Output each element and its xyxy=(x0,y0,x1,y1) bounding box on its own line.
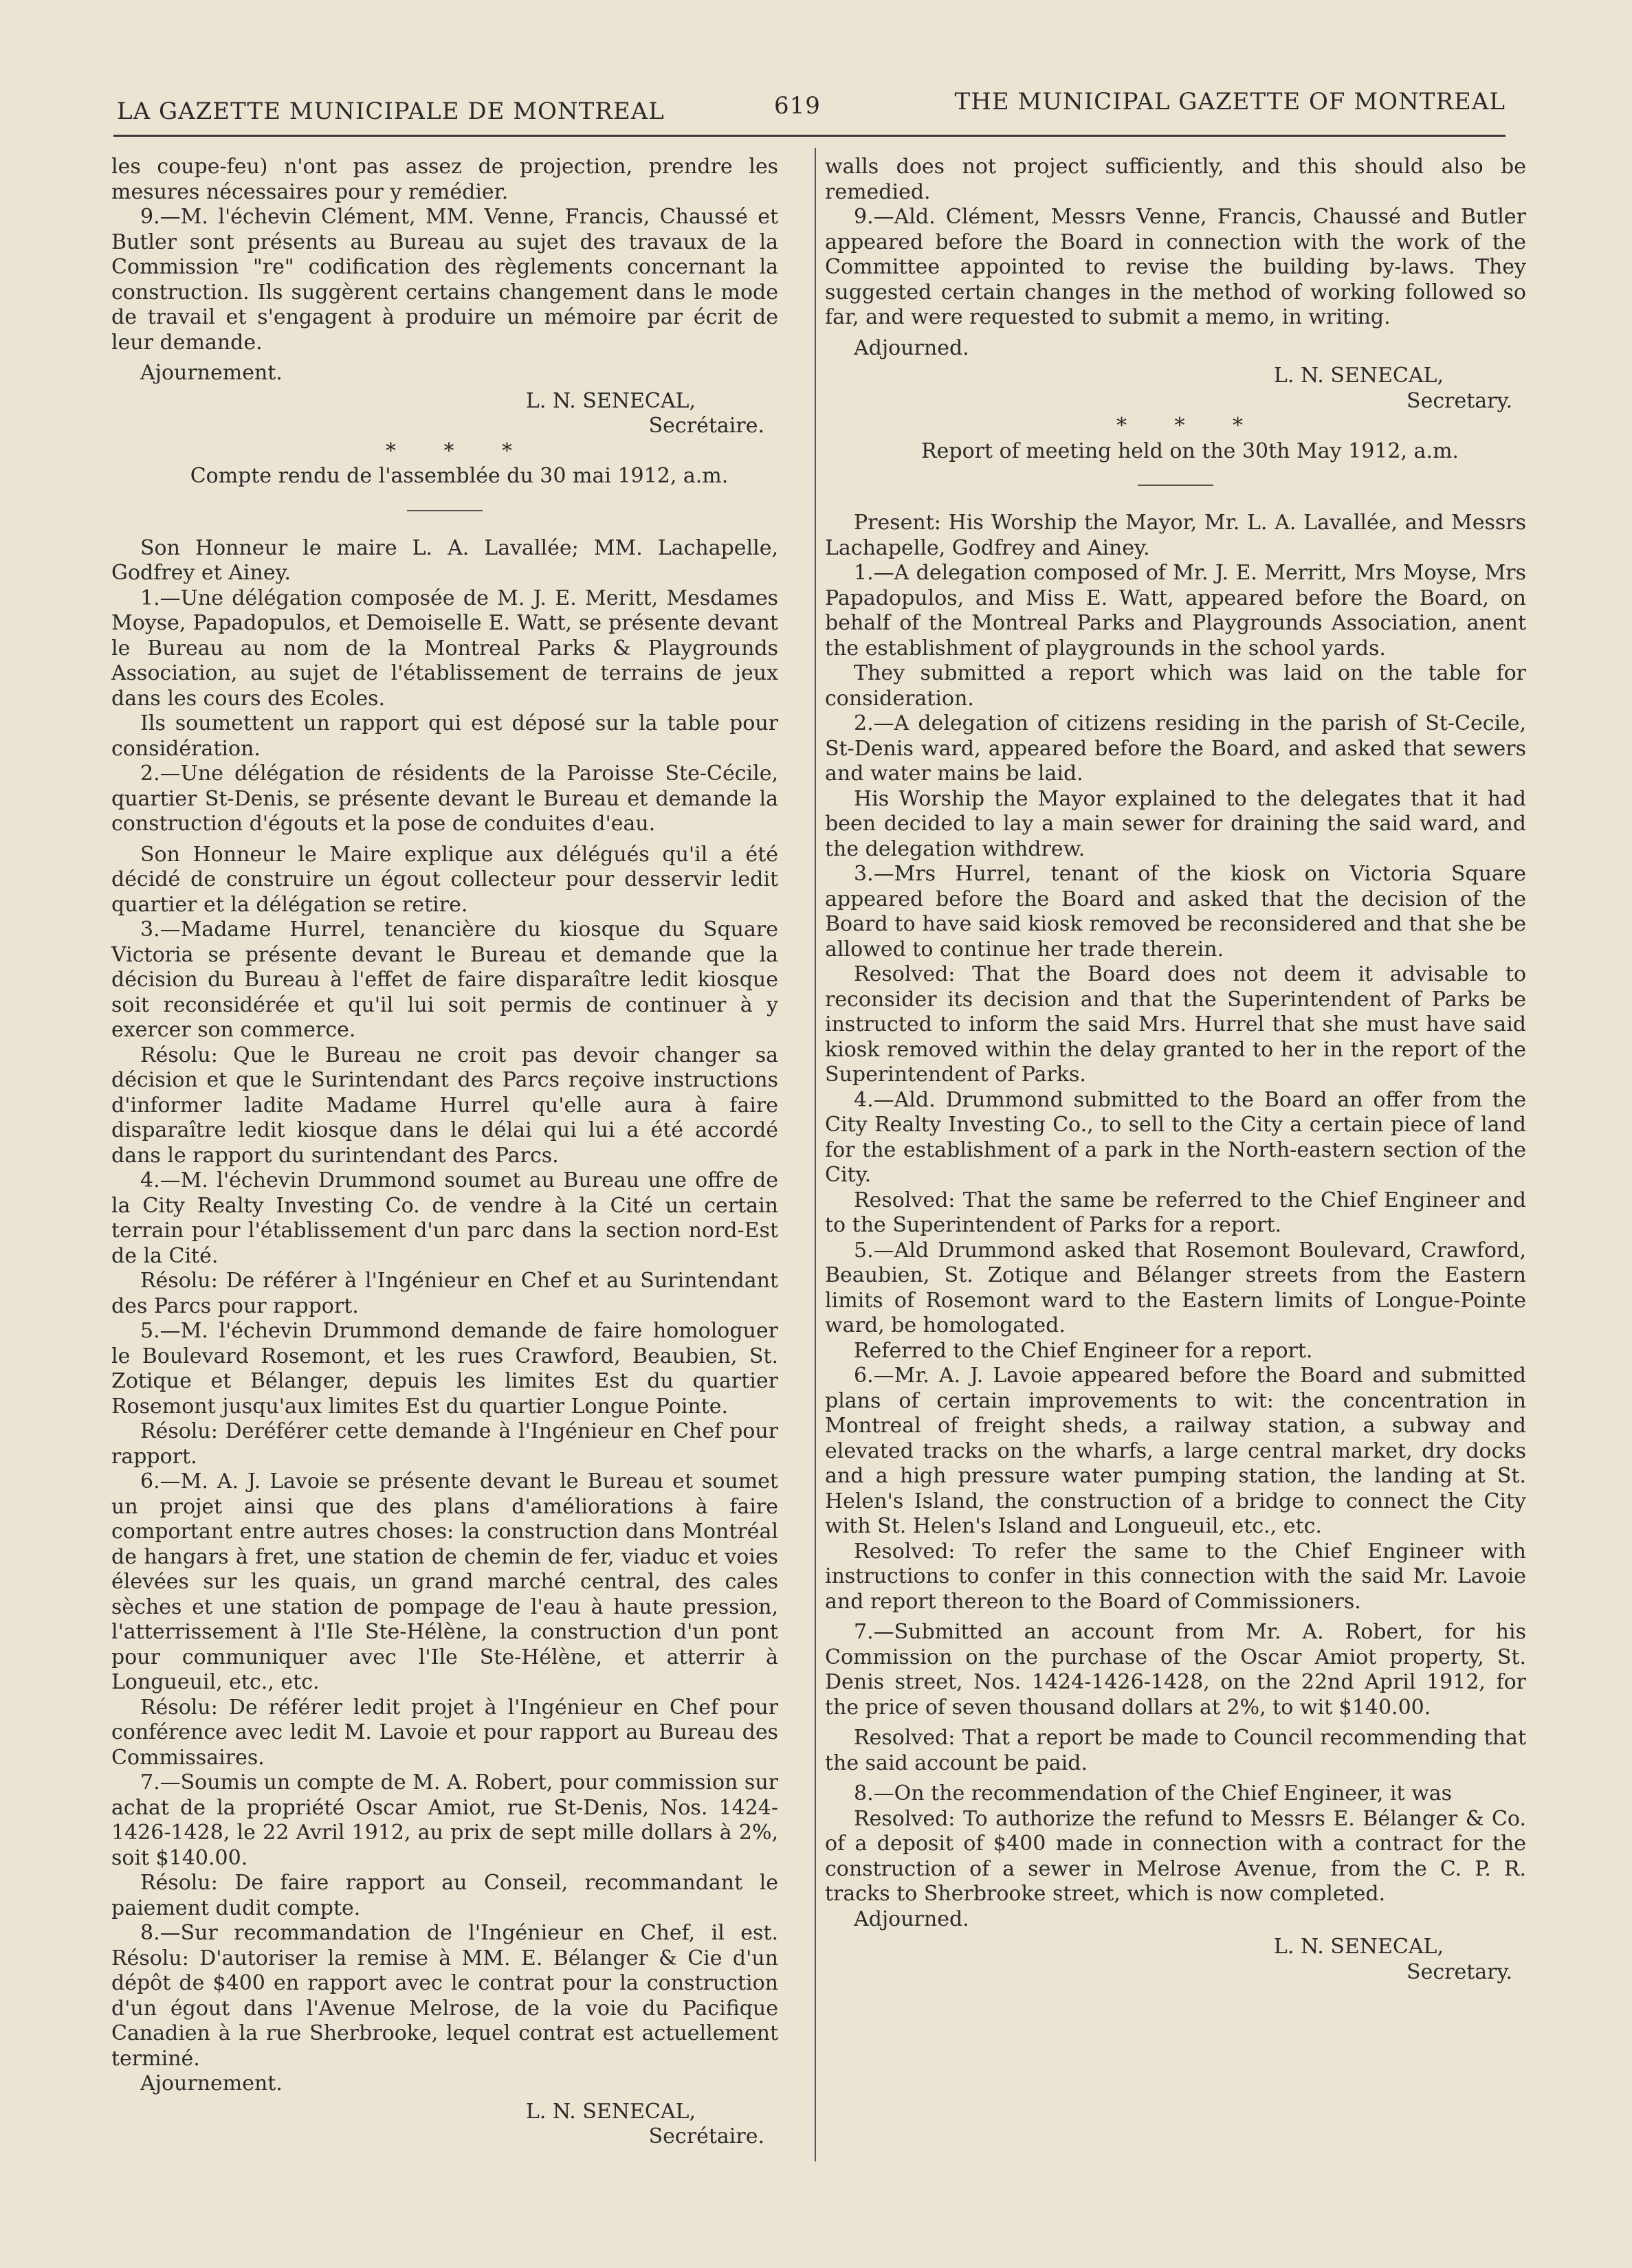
fr-signature-2 xyxy=(111,2100,778,2150)
header-french-title: LA GAZETTE MUNICIPALE DE MONTREAL xyxy=(117,98,665,125)
fr-item-3: 3.—Madame Hurrel, tenancière du kiosque du Square Victoria se présente devant le Bureau et demande que la décision du Bureau à l'effet de faire disparaître ledit kiosque soit reconsidérée et qu'il lui soit permis de continuer à y exercer son commerce. xyxy=(111,918,778,1042)
en-adjourn-2: Adjourned. xyxy=(854,1906,969,1931)
fr-item-2: 2.—Une délégation de résidents de la Paroisse Ste-Cécile, quartier St-Denis, se présente devant le Bureau et demande la construction d'égouts et la pose de conduites d'eau. xyxy=(111,761,778,836)
fr-signature-1 xyxy=(111,389,778,439)
french-column xyxy=(111,155,778,2150)
en-item-7: 7.—Submitted an account from Mr. A. Robert, for his Commission on the purchase of the Oscar Amiot property, St. Denis street, Nos. 1424-1426-1428, on the 22nd April 1912, for the price of seven thousand dollars at 2%, to wit $140.00. xyxy=(825,1620,1526,1720)
fr-item-3b: Résolu: Que le Bureau ne croit pas devoir changer sa décision et que le Surintendant des Parcs reçoive instructions d'informer ladite Madame Hurrel qu'elle aura à faire disparaître ledit kiosque dans le délai qui lui a été accordé dans le rapport du surintendant des Parcs. xyxy=(111,1043,778,1168)
fr-sig2-role: Secrétaire. xyxy=(648,2124,764,2148)
en-item-6b: Resolved: To refer the same to the Chief Engineer with instructions to confer in this connection with the said Mr. Lavoie and report thereon to the Board of Commissioners. xyxy=(825,1539,1526,1614)
fr-sig1-role: Secrétaire. xyxy=(648,414,764,438)
fr-item-1b: Ils soumettent un rapport qui est déposé sur la table pour considération. xyxy=(111,711,778,761)
fr-item-2b: Son Honneur le Maire explique aux délégués qu'il a été décidé de construire un égout collecteur pour desservir ledit quartier et la délégation se retire. xyxy=(111,842,778,917)
header-rule xyxy=(113,135,1506,137)
fr-sig2-name: L. N. SENECAL, xyxy=(525,2099,696,2124)
en-item-3b: Resolved: That the Board does not deem it advisable to reconsider its decision and that the Superintendent of Parks be instructed to inform the said Mrs. Hurrel that she must have said kiosk removed within the delay granted to her in the report of the Superintendent of Parks. xyxy=(825,962,1526,1087)
fr-item-4b: Résolu: De référer à l'Ingénieur en Chef et au Surintendant des Parcs pour rapport. xyxy=(111,1269,778,1318)
en-item-7b: Resolved: That a report be made to Council recommending that the said account be paid. xyxy=(825,1726,1526,1775)
fr-report-title: Compte rendu de l'assemblée du 30 mai 1912, a.m. xyxy=(190,464,729,488)
en-item-1b: They submitted a report which was laid on the table for consideration. xyxy=(825,661,1526,711)
en-item-3: 3.—Mrs Hurrel, tenant of the kiosk on Victoria Square appeared before the Board and asked that the decision of the Board to have said kiosk removed be reconsidered and that she be allowed to continue her trade therein. xyxy=(825,862,1526,961)
en-report-title: Report of meeting held on the 30th May 1912, a.m. xyxy=(921,438,1459,463)
en-item-4b: Resolved: That the same be referred to the Chief Engineer and to the Superintendent of Parks for a report. xyxy=(825,1188,1526,1237)
en-sig1-role: Secretary. xyxy=(1407,388,1512,413)
en-present: Present: His Worship the Mayor, Mr. L. A. Lavallée, and Messrs Lachapelle, Godfrey and Ainey. xyxy=(825,511,1526,560)
fr-item-5b: Résolu: Deréférer cette demande à l'Ingénieur en Chef pour rapport. xyxy=(111,1419,778,1469)
fr-item-7b: Résolu: De faire rapport au Conseil, recommandant le paiement dudit compte. xyxy=(111,1871,778,1920)
fr-item-9: 9.—M. l'échevin Clément, MM. Venne, Francis, Chaussé et Butler sont présents au Bureau au sujet des travaux de la Commission "re" codification des règlements concernant la construction. Ils suggèrent certains changement dans le mode de travail et s'engagent à produire un mémoire par écrit de leur demande. xyxy=(111,205,778,355)
fr-adjourn-2: Ajournement. xyxy=(140,2071,283,2095)
en-item-2b: His Worship the Mayor explained to the delegates that it had been decided to lay a main sewer for draining the said ward, and the delegation withdrew. xyxy=(825,786,1526,861)
en-item-8b: Resolved: To authorize the refund to Messrs E. Bélanger & Co. of a deposit of $400 made in connection with a contract for the construction of a sewer in Melrose Avenue, from the C. P. R. tracks to Sherbrooke street, which is now completed. xyxy=(825,1806,1526,1906)
fr-item-4: 4.—M. l'échevin Drummond soumet au Bureau une offre de la City Realty Investing Co. de vendre à la Cité un certain terrain pour l'établissement d'un parc dans la section nord-Est de la Cité. xyxy=(111,1168,778,1268)
en-adjourn-1: Adjourned. xyxy=(854,335,969,360)
en-short-rule xyxy=(1138,485,1213,486)
en-item-5: 5.—Ald Drummond asked that Rosemont Boulevard, Crawford, Beaubien, St. Zotique and Bélanger streets from the Eastern limits of Rosemont ward to the Eastern limits of Longue-Pointe ward, be homologated. xyxy=(825,1238,1526,1337)
en-item-2: 2.—A delegation of citizens residing in the parish of St-Cecile, St-Denis ward, appeared before the Board, and asked that sewers and water mains be laid. xyxy=(825,711,1526,786)
fr-stars: * * * xyxy=(385,438,533,463)
fr-item-5: 5.—M. l'échevin Drummond demande de faire homologuer le Boulevard Rosemont, et les rues Crawford, Beaubien, St. Zotique et Bélanger, depuis les limites Est du quartier Rosemont jusqu'aux limites Est du quartier Longue Pointe. xyxy=(111,1319,778,1419)
en-signature-1 xyxy=(825,364,1526,414)
en-item-9: 9.—Ald. Clément, Messrs Venne, Francis, Chaussé and Butler appeared before the Board in connection with the work of the Committee appointed to revise the building by-laws. They suggested certain changes in the method of working followed so far, and were requested to submit a memo, in writing. xyxy=(825,205,1526,329)
fr-item-7: 7.—Soumis un compte de M. A. Robert, pour commission sur achat de la propriété Oscar Amiot, rue St-Denis, Nos. 1424-1426-1428, le 22 Avril 1912, au prix de sept mille dollars à 2%, soit $140.00. xyxy=(111,1770,778,1870)
en-sig2-name: L. N. SENECAL, xyxy=(1273,1935,1444,1959)
fr-item-1: 1.—Une délégation composée de M. J. E. Meritt, Mesdames Moyse, Papadopulos, et Demoiselle E. Watt, se présente devant le Bureau au nom de la Montreal Parks & Playgrounds Association, au sujet de l'établissement de terrains de jeux dans les cours des Ecoles. xyxy=(111,586,778,711)
fr-short-rule xyxy=(407,510,483,511)
en-item-5b: Referred to the Chief Engineer for a report. xyxy=(854,1338,1313,1363)
fr-item-6b: Résolu: De référer ledit projet à l'Ingénieur en Chef pour conférence avec ledit M. Lavoie et pour rapport au Bureau des Commissaires. xyxy=(111,1695,778,1770)
fr-item-8: 8.—Sur recommandation de l'Ingénieur en Chef, il est. Résolu: D'autoriser la remise à MM. E. Bélanger & Cie d'un dépôt de $400 en rapport avec le contrat pour la construction d'un égout dans l'Avenue Melrose, de la voie du Pacifique Canadien à la rue Sherbrooke, lequel contrat est actuellement terminé. xyxy=(111,1921,778,2071)
header-english-title: THE MUNICIPAL GAZETTE OF MONTREAL xyxy=(954,88,1506,115)
en-sig1-name: L. N. SENECAL, xyxy=(1273,364,1444,388)
fr-present: Son Honneur le maire L. A. Lavallée; MM. Lachapelle, Godfrey et Ainey. xyxy=(111,535,778,585)
column-divider xyxy=(815,148,816,2161)
page-header xyxy=(103,81,1519,129)
en-item-1: 1.—A delegation composed of Mr. J. E. Merritt, Mrs Moyse, Mrs Papadopulos, and Miss E. Watt, appeared before the Board, on behalf of the Montreal Parks and Playgrounds Association, anent the establishment of playgrounds in the school yards. xyxy=(825,561,1526,660)
en-intro: walls does not project sufficiently, and this should also be remedied. xyxy=(825,155,1526,204)
en-item-8: 8.—On the recommendation of the Chief Engineer, it was xyxy=(854,1781,1453,1805)
fr-adjourn-1: Ajournement. xyxy=(140,361,283,385)
english-column xyxy=(825,155,1526,1985)
fr-sig1-name: L. N. SENECAL, xyxy=(525,388,696,413)
en-item-4: 4.—Ald. Drummond submitted to the Board an offer from the City Realty Investing Co., to sell to the City a certain piece of land for the establishment of a park in the North-eastern section of the City. xyxy=(825,1087,1526,1187)
en-sig2-role: Secretary. xyxy=(1407,1959,1512,1984)
en-stars: * * * xyxy=(1116,414,1264,438)
fr-intro: les coupe-feu) n'ont pas assez de projection, prendre les mesures nécessaires pour y remédier. xyxy=(111,155,778,204)
en-signature-2 xyxy=(825,1935,1526,1985)
en-item-6: 6.—Mr. A. J. Lavoie appeared before the Board and submitted plans of certain improvements to wit: the concentration in Montreal of freight sheds, a railway station, a subway and elevated tracks on the wharfs, a large central market, dry docks and a high pressure water pumping station, the landing at St. Helen's Island, the construction of a bridge to connect the City with St. Helen's Island and Longueuil, etc., etc. xyxy=(825,1364,1526,1538)
fr-item-6: 6.—M. A. J. Lavoie se présente devant le Bureau et soumet un projet ainsi que des plans d'améliorations à faire comportant entre autres choses: la construction dans Montréal de hangars à fret, une station de chemin de fer, viaduc et voies élevées sur les quais, un grand marché central, des cales sèches et une station de pompage de l'eau à haute pression, l'atterrissement à l'Ile Ste-Hélène, la construction d'un pont pour communiquer avec l'Ile Ste-Hélène, et atterrir à Longueuil, etc., etc. xyxy=(111,1469,778,1694)
page-number: 619 xyxy=(774,92,821,120)
